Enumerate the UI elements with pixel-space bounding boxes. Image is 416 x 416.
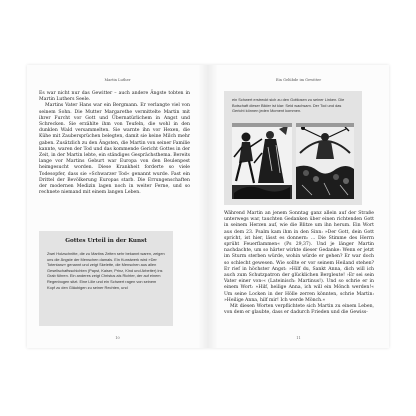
left-paragraph-2: Martins Vater Hans war ein Bergmann. Er verlangte viel von seinem Sohn. Die Mutter Margarethe vermittelte Martin mit ihrer Furcht vor Gott und Übernatürlichem in Angst und Schrecken. Sie erzählte ihm von Teufeln, die wohl in den dunklen Wald versammelten. Sie warnte ihn vor Hexen, die Kühe mit Zaubersprüchen belegten, damit sie keine Milch mehr gaben. Zusätzlich zu den Ängsten, die Martin von seiner Familie kannte, waren der Tod und das kommende Gericht Gottes in der Zeit, in der Martin lebte, ein ständiges Gesprächsthema. Bereits lange vor Martins Geburt war Europa von den Beulenpest heimgesucht worden. Diese Krankheit forderte so viele Todesopfer, dass sie »Schwarzer Tod« genannt wurde. Fast ein Drittel der Bevölkerung Europas starb. Die Errungenschaften der modernen Medizin lagen noch in weiter Ferne, und so rechnete niemand mit einem langen Leben. xyxy=(39,103,190,196)
left-gutter-shadow xyxy=(198,65,208,348)
right-gutter-shadow xyxy=(208,65,218,348)
left-page-number: 10 xyxy=(115,336,120,340)
left-body-text xyxy=(39,91,190,196)
dance-of-death-woodcut xyxy=(232,123,292,199)
right-paragraph-2: Mit diesen Worten verpflichtete sich Martin zu einem Leben, von dem er glaubte, dass er dadurch Frieden und die Gewiss- xyxy=(224,304,374,316)
dance-of-death-icon xyxy=(232,123,292,199)
illustration-box xyxy=(224,91,362,205)
right-body-text xyxy=(224,211,374,316)
left-paragraph-1: Es war nicht nur das Gewitter – auch andere Ängste tobten in Martin Luthers Seele. xyxy=(39,91,190,103)
sidebar-box-title: Gottes Urteil in der Kunst xyxy=(65,238,147,244)
christ-as-judge-woodcut xyxy=(296,123,354,199)
christ-as-judge-icon xyxy=(296,123,354,199)
left-running-head: Martin Luther xyxy=(104,78,131,82)
book-spread xyxy=(27,65,389,348)
right-page xyxy=(208,65,389,348)
right-paragraph-1: Während Martin an jenem Sonntag ganz allein auf der Straße unterwegs war, tauchten Gedanken über einen richtenden Gott in seinem Herzen auf, wie die Blitze um ihn herum. Ein Wort aus dem 23. Psalm kam ihm in den Sinn: »Der Gott, dein Gott spricht, ist hier, lässt es donnern: ... Die Stimme des Herrn sprüht Feuerflammen« (Ps 29,37). Und je länger Martin nachdachte, um so härter wirkte dieser Gedanke: Wenn er jetzt im Sturm sterben würde, wohin würde er gehen? Er war doch so schlecht gewesen. Wie sollte er vor seinem Heiland stehen? Er rief in höchster Angst: »Hilf du, Sankt Anna, dich will ich auch zum Schutzpatron der glücklichen Bergleute! ›Er sei sein Vater einer von‹« (Lateinisch: Martinus!). Und so schrie er in einem Wort: »Hilf, heilige Anna, ich will ein Mönch werden!« Um seine Locken in der Hölle zerren könnten, schrie Martin: »Heilige Anna, hilf mir! Ich werde Mönch.« xyxy=(224,211,374,303)
right-page-number: 11 xyxy=(296,336,301,340)
sidebar-box-text: Zwei Holzschnitte, die zu Martins Zeiten sehr bekannt waren, zeigen uns die Ängste der Menschen damals. Ein Kunstwerk wird »Der Totentanz« genannt und zeigt Skelette, die Menschen aus allen Gesellschaftsschichten (Papst, Kaiser, Prinz, Kind und Arbeiter) ins Grab führen. Ein anderes zeigt Christus als Richter, der auf einem Regenbogen sitzt. Eine Lilie und ein Schwert ragen von seinem Kopf zu den Gläubigen zu seiner Rechten, und xyxy=(47,251,165,290)
left-page xyxy=(27,65,208,348)
illustration-caption: ein Schwert erstreckt sich zu den Gottlosen zu seiner Linken. Die Botschaft dieser Bilder ist klar: Seid wachsam. Der Tod und das Gericht können jeden Moment kommen. xyxy=(232,97,345,114)
sidebar-box xyxy=(39,231,173,326)
right-running-head: Ein Gelübde im Gewitter xyxy=(275,78,322,82)
